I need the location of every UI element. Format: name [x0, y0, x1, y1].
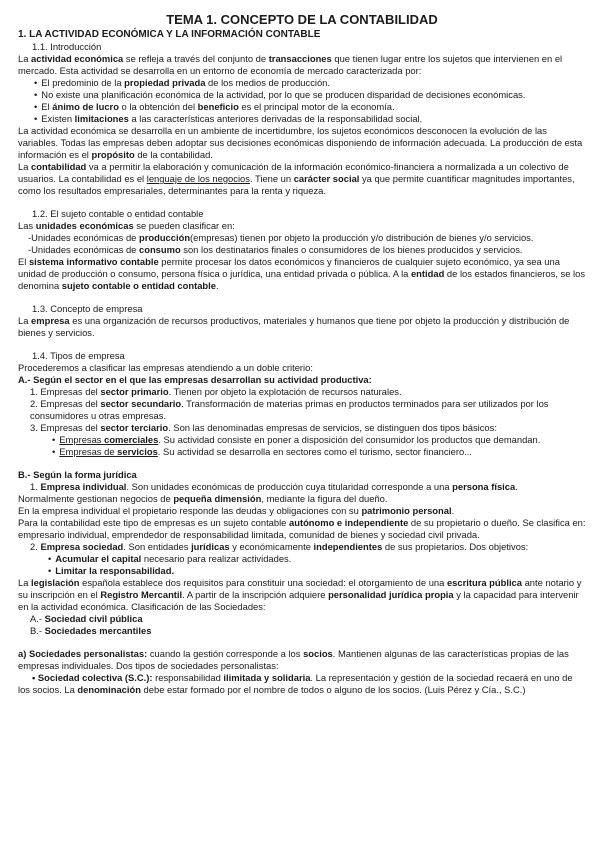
list-item: • Acumular el capital necesario para realizar actividades.	[42, 553, 586, 565]
paragraph: a) Sociedades personalistas: cuando la gestión corresponde a los socios. Mantienen algunas de las características propias de las empresas individuales. Dos tipos de sociedades personalistas:	[18, 648, 569, 671]
subsection-heading: 1.2. El sujeto contable o entidad contable	[32, 208, 204, 219]
paragraph: La actividad económica se desarrolla en un ambiente de incertidumbre, los sujetos económicos desconocen la evolución de las variables. Todas las empresas deben adoptar sus decisiones económicas disponiendo de información adecuada. La producción de esta información es el propósito de la contabilidad.	[18, 125, 583, 160]
paragraph: La legislación española establece dos requisitos para constituir una sociedad: el otorgamiento de una escritura pública ante notario y su inscripción en el Registro Mercantil. A partir de la inscripción adquiere personalidad jurídica propia y la capacidad para intervenir en la actividad económica. Clasificación de las Sociedades:	[18, 577, 582, 612]
paragraph: Para la contabilidad este tipo de empresas es un sujeto contable autónomo e independiente de su propietario o dueño. Se clasifica en: empresario individual, emprendedor de responsabilidad limitada, comunidad de bienes y sociedad civil privada.	[18, 517, 586, 540]
list-item: • Limitar la responsabilidad.	[42, 565, 586, 577]
bullet-list	[18, 553, 586, 577]
paragraph: Normalmente gestionan negocios de pequeña dimensión, mediante la figura del dueño.	[18, 493, 388, 504]
list-item: 2. Empresa sociedad. Son entidades jurídicas y económicamente independientes de sus propietarios. Dos objetivos:	[30, 541, 529, 552]
bullet-list	[18, 434, 586, 458]
subsection-heading: 1.1. Introducción	[32, 41, 102, 52]
paragraph: Procederemos a clasificar las empresas atendiendo a un doble criterio:	[18, 362, 313, 373]
numbered-list	[18, 386, 586, 434]
paragraph: Las unidades económicas se pueden clasificar en:	[18, 220, 235, 231]
bullet-list	[18, 77, 586, 125]
list-item: 3. Empresas del sector terciario. Son las denominadas empresas de servicios, se distinguen dos tipos básicos:	[30, 422, 497, 433]
paragraph: -Unidades económicas de consumo son los destinatarios finales o consumidores de los bienes producidos y servicios.	[28, 244, 523, 255]
subsection-heading: 1.4. Tipos de empresa	[32, 350, 125, 361]
list-item: • El ánimo de lucro o la obtención del beneficio es el principal motor de la economía.	[28, 101, 586, 113]
paragraph: La actividad económica se refleja a través del conjunto de transacciones que tienen lugar entre los sujetos que intervienen en el mercado. Esta actividad se desarrolla en un entorno de economía de mercado caracterizada por:	[18, 53, 563, 76]
paragraph: La empresa es una organización de recursos productivos, materiales y humanos que tiene por objeto la producción y distribución de bienes y servicios.	[18, 315, 570, 338]
paragraph: La contabilidad va a permitir la elaboración y comunicación de la información económico-financiera a normalizada a un colectivo de usuarios. La contabilidad es el lenguaje de los negocios. Tiene un carácter social ya que permite cuantificar magnitudes importantes, como los resultados empresariales, determinantes para la renta y riqueza.	[18, 161, 575, 196]
list-item: B.- Sociedades mercantiles	[30, 625, 152, 636]
subsection-heading: 1.3. Concepto de empresa	[32, 303, 143, 314]
list-item: A.- Sociedad civil pública	[30, 613, 143, 624]
paragraph: El sistema informativo contable permite procesar los datos económicos y financieros de cualquier sujeto económico, ya sea una unidad de producción o consumo, persona física o jurídica, una entidad privada o pública. A la entidad de los estados financieros, se los denomina sujeto contable o entidad contable.	[18, 256, 586, 291]
list-item: • Empresas de servicios. Su actividad se desarrolla en sectores como el turismo, sector financiero...	[46, 446, 586, 458]
list-item: 2. Empresas del sector secundario. Transformación de materias primas en productos terminados para ser utilizados por los consumidores u otras empresas.	[30, 398, 549, 421]
list-item: 1. Empresa individual. Son unidades económicas de producción cuya titularidad corresponde a una persona física.	[30, 481, 518, 492]
list-item: 1. Empresas del sector primario. Tienen por objeto la explotación de recursos naturales.	[30, 386, 402, 397]
list-item: • No existe una planificación económica de la actividad, por lo que se producen disparidad de decisiones económicas.	[28, 89, 586, 101]
criterion-heading: B.- Según la forma jurídica	[18, 469, 137, 480]
paragraph: En la empresa individual el propietario responde las deudas y obligaciones con su patrimonio personal.	[18, 505, 455, 516]
section-heading: 1. LA ACTIVIDAD ECONÓMICA Y LA INFORMACIÓN CONTABLE	[18, 29, 321, 40]
list-item: • Empresas comerciales. Su actividad consiste en poner a disposición del consumidor los productos que demandan.	[46, 434, 586, 446]
criterion-heading: A.- Según el sector en el que las empresas desarrollan su actividad productiva:	[18, 374, 372, 385]
paragraph: • Sociedad colectiva (S.C.): responsabilidad ilimitada y solidaria. La representación y gestión de la sociedad recaerá en uno de los socios. La denominación debe estar formado por el nombre de todos o alguno de los socios. (Luis Pérez y Cía., S.C.)	[18, 672, 573, 695]
paragraph: -Unidades económicas de producción(empresas) tienen por objeto la producción y/o distribución de bienes y/o servicios.	[28, 232, 534, 243]
page-title: TEMA 1. CONCEPTO DE LA CONTABILIDAD	[166, 12, 438, 27]
list-item: • Existen limitaciones a las características anteriores derivadas de la responsabilidad social.	[28, 113, 586, 125]
list-item: • El predominio de la propiedad privada de los medios de producción.	[28, 77, 586, 89]
